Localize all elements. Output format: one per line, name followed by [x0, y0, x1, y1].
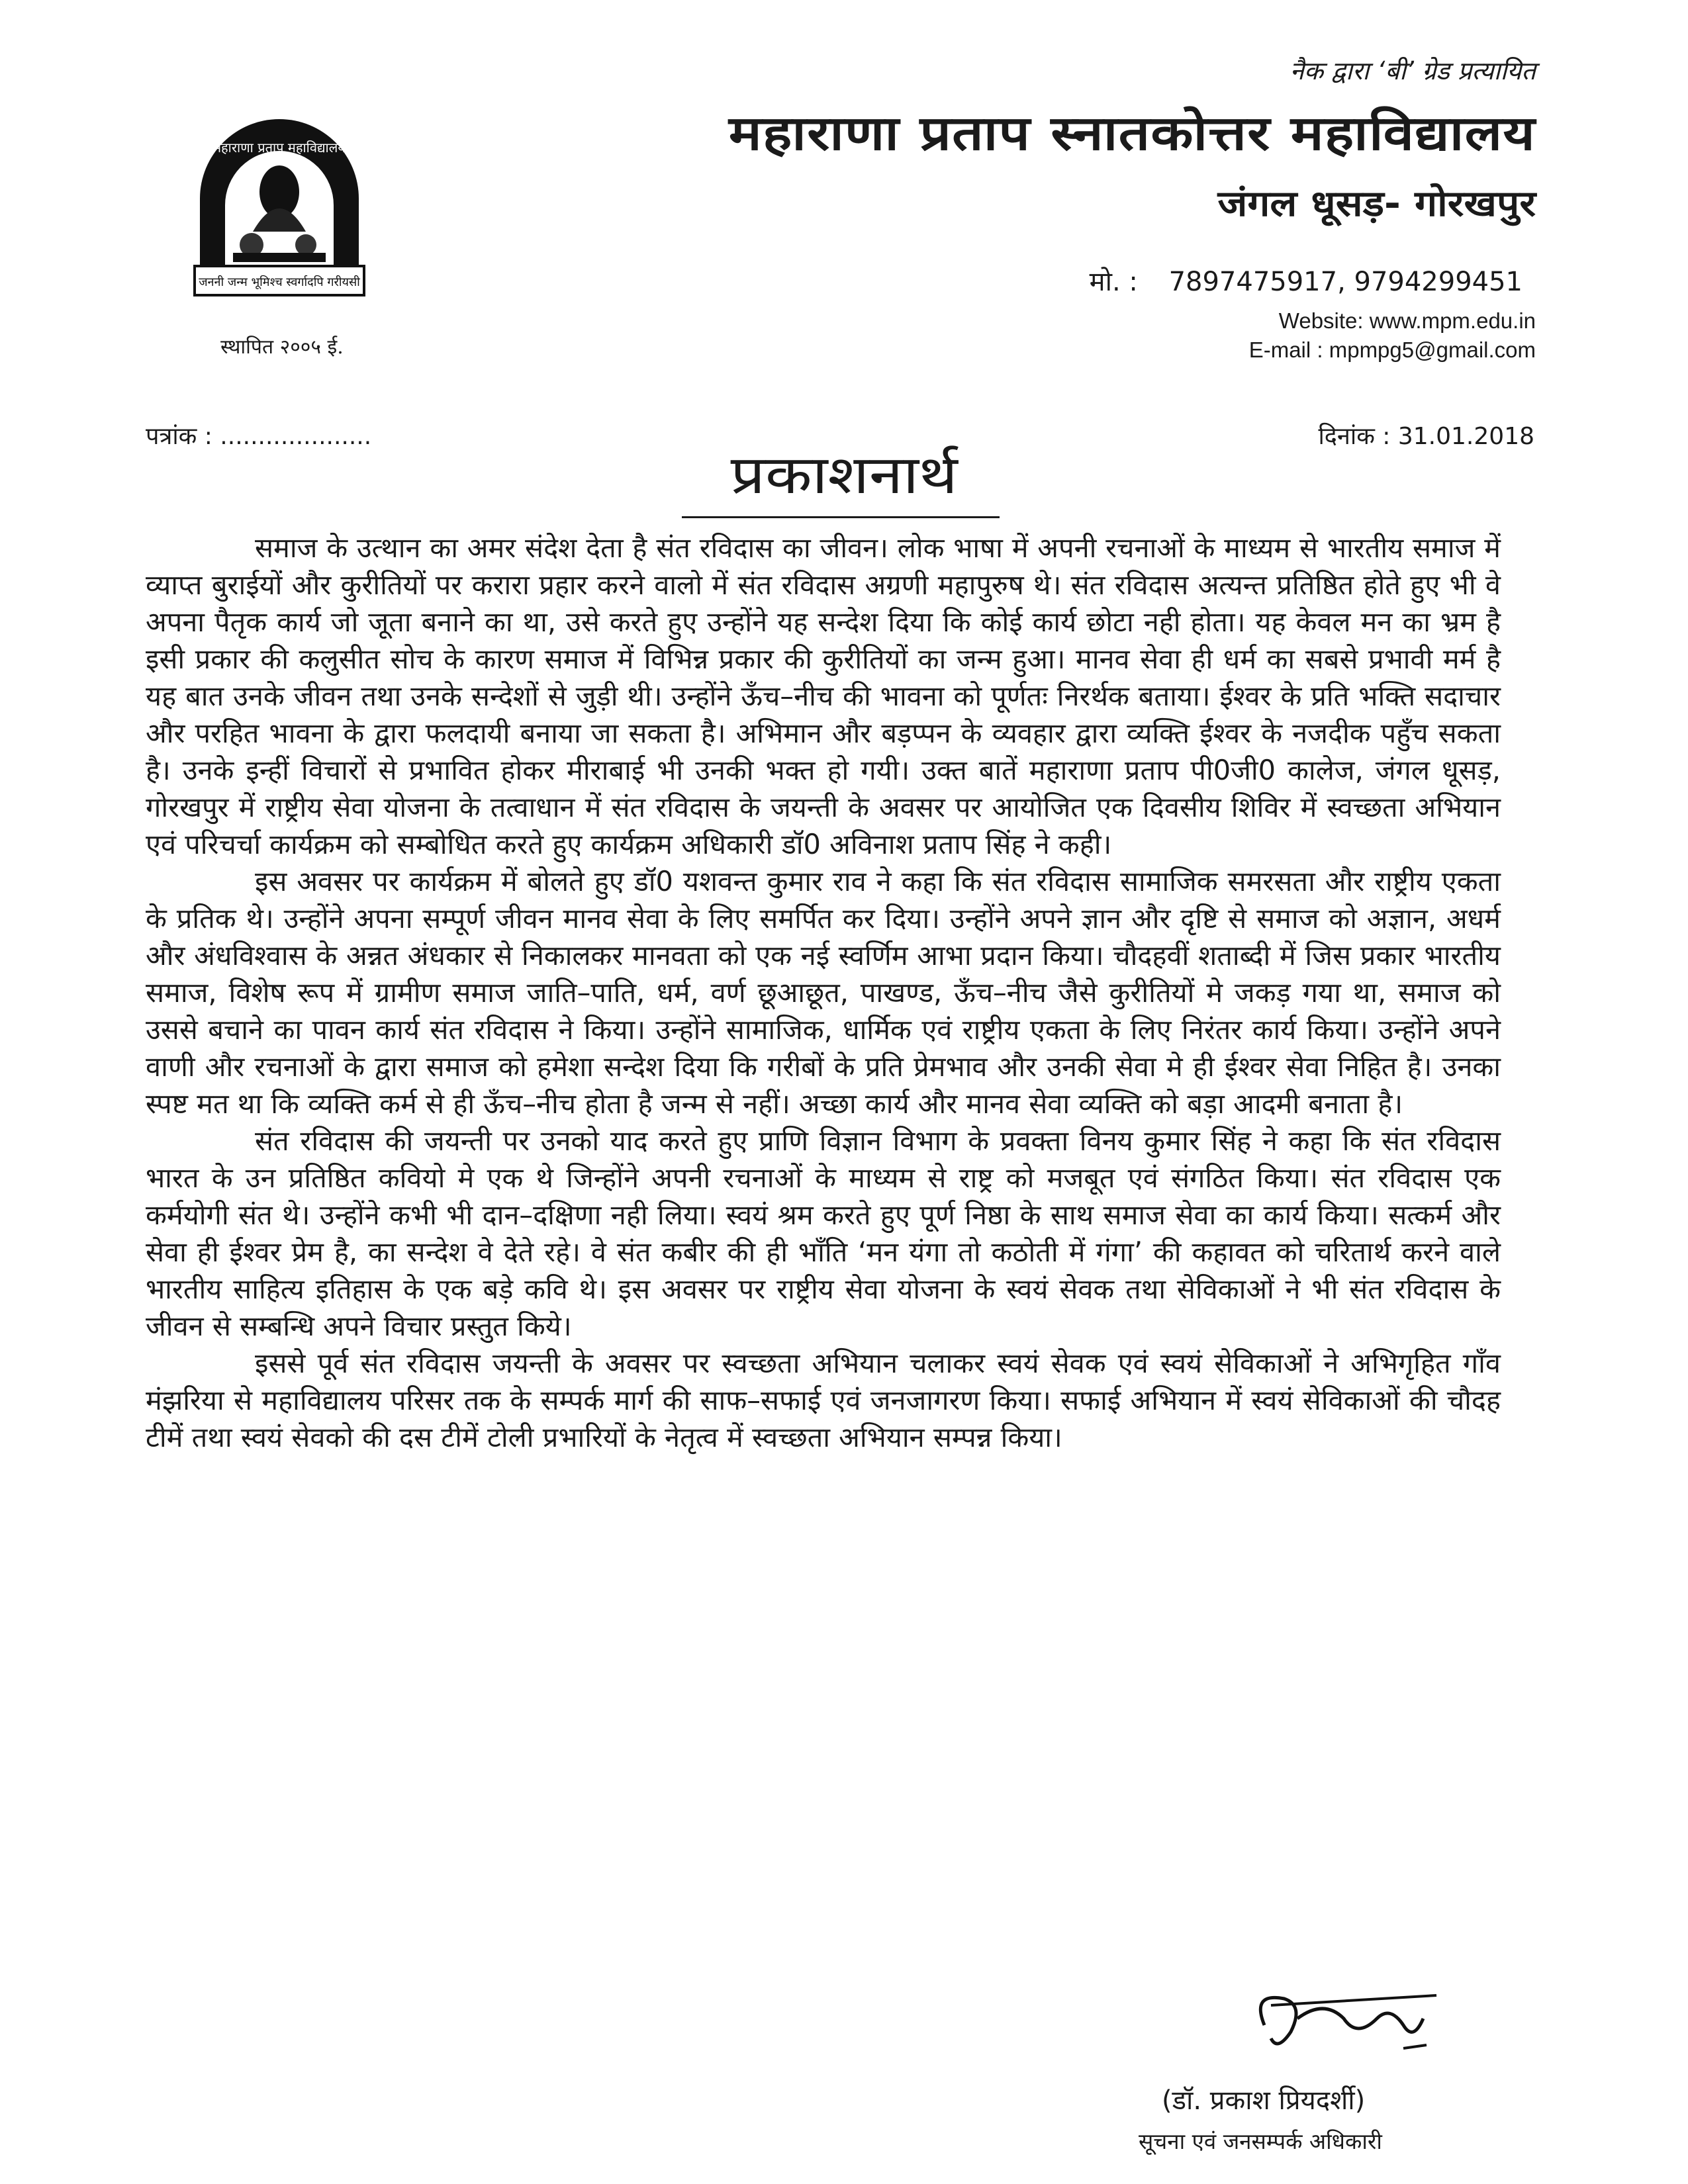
accreditation-note: नैक द्वारा ‘बी’ ग्रेड प्रत्यायित — [1289, 56, 1536, 85]
college-location: जंगल धूसड़- गोरखपुर — [1217, 183, 1536, 224]
letter-date: दिनांक : 31.01.2018 — [1318, 423, 1534, 450]
college-name: महाराणा प्रताप स्नातकोत्तर महाविद्यालय — [728, 105, 1536, 161]
signatory-name: (डॉ. प्रकाश प्रियदर्शी) — [1162, 2085, 1366, 2116]
svg-text:जननी जन्म भूमिश्च स्वर्गादपि ग: जननी जन्म भूमिश्च स्वर्गादपि गरीयसी — [199, 275, 360, 289]
handwritten-signature — [1244, 1979, 1443, 2071]
established-year: स्थापित २००५ ई. — [220, 336, 344, 359]
college-seal-logo — [173, 113, 385, 324]
email-line: E-mail : mpmpg5@gmail.com — [1248, 338, 1536, 362]
paragraph-4: इससे पूर्व संत रविदास जयन्ती के अवसर पर स्वच्छता अभियान चलाकर स्वयं सेवक एवं स्वयं सेविकाओं ने अभिगृहित गाँव मंझरिया से महाविद्यालय परिसर तक के सम्पर्क मार्ग की साफ–सफाई एवं जनजागरण किया। सफाई अभियान में स्वयं सेविकाओं की चौदह टीमें तथा स्वयं सेवको की दस टीमें टोली प्रभारियों के नेतृत्व में स्वच्छता अभियान सम्पन्न किया। — [146, 1347, 1501, 1453]
heading-text: प्रकाशनार्थ — [730, 444, 958, 506]
phone-line — [1090, 262, 1523, 298]
paragraph-1: समाज के उत्थान का अमर संदेश देता है संत रविदास का जीवन। लोक भाषा में अपनी रचनाओं के माध्यम से भारतीय समाज में व्याप्त बुराईयों और कुरीतियों पर करारा प्रहार करने वालो में संत रविदास अग्रणी महापुरुष थे। संत रविदास अत्यन्त प्रतिष्ठित होते हुए भी वे अपना पैतृक कार्य जो जूता बनाने का था, उसे करते हुए उन्होंने यह सन्देश दिया कि कोई कार्य छोटा नही होता। यह केवल मन का भ्रम है इसी प्रकार की कलुसीत सोच के कारण समाज में विभिन्न प्रकार की कुरीतियों का जन्म हुआ। मानव सेवा ही धर्म का सबसे प्रभावी मर्म है यह बात उनके जीवन तथा उनके सन्देशों से जुड़ी थी। उन्होंने ऊँच–नीच की भावना को पूर्णतः निरर्थक बताया। ईश्वर के प्रति भक्ति सदाचार और परहित भावना के द्वारा फलदायी बनाया जा सकता है। अभिमान और बड़प्पन के व्यवहार द्वारा व्यक्ति ईश्वर के नजदीक पहुँच सकता है। उनके इन्हीं विचारों से प्रभावित होकर मीराबाई भी उनकी भक्त हो गयी। उक्त बातें महाराणा प्रताप पी0जी0 कालेज, जंगल धूसड़, गोरखपुर में राष्ट्रीय सेवा योजना के तत्वाधान में संत रविदास के जयन्ती के अवसर पर आयोजित एक दिवसीय शिविर में स्वच्छता अभियान एवं परिचर्चा कार्यक्रम को सम्बोधित करते हुए कार्यक्रम अधिकारी डॉ0 अविनाश प्रताप सिंह ने कही। — [146, 531, 1501, 860]
phone-numbers: 7897475917, 9794299451 — [1168, 267, 1523, 297]
press-release-body — [146, 529, 1501, 1456]
document-heading — [0, 437, 1688, 509]
heading-underline — [682, 516, 1000, 518]
svg-text:महाराणा प्रताप महाविद्यालय: महाराणा प्रताप महाविद्यालय — [213, 140, 346, 156]
signatory-title: सूचना एवं जनसम्पर्क अधिकारी — [1139, 2128, 1382, 2154]
paragraph-3: संत रविदास की जयन्ती पर उनको याद करते हुए प्राणि विज्ञान विभाग के प्रवक्ता विनय कुमार सिंह ने कहा कि संत रविदास भारत के उन प्रतिष्ठित कवियो मे एक थे जिन्होंने अपनी रचनाओं के माध्यम से राष्ट्र को मजबूत एवं संगठित किया। संत रविदास एक कर्मयोगी संत थे। उन्होंने कभी भी दान–दक्षिणा नही लिया। स्वयं श्रम करते हुए पूर्ण निष्ठा के साथ समाज सेवा का कार्य किया। सत्कर्म और सेवा ही ईश्वर प्रेम है, का सन्देश वे देते रहे। वे संत कबीर की ही भाँति ‘मन यंगा तो कठोती में गंगा’ की कहावत को चरितार्थ करने वाले भारतीय साहित्य इतिहास के एक बड़े कवि थे। इस अवसर पर राष्ट्रीय सेवा योजना के स्वयं सेवक तथा सेविकाओं ने भी संत रविदास के जीवन से सम्बन्धि अपने विचार प्रस्तुत किये। — [146, 1124, 1501, 1342]
phone-label: मो. : — [1089, 267, 1138, 297]
website-line: Website: www.mpm.edu.in — [1278, 308, 1536, 333]
paragraph-2: इस अवसर पर कार्यक्रम में बोलते हुए डॉ0 यशवन्त कुमार राव ने कहा कि संत रविदास सामाजिक समरसता और राष्ट्रीय एकता के प्रतिक थे। उन्होंने अपना सम्पूर्ण जीवन मानव सेवा के लिए समर्पित कर दिया। उन्होंने अपने ज्ञान और दृष्टि से समाज को अज्ञान, अधर्म और अंधविश्वास के अन्नत अंधकार से निकालकर मानवता को एक नई स्वर्णिम आभा प्रदान किया। चौदहवीं शताब्दी में जिस प्रकार भारतीय समाज, विशेष रूप में ग्रामीण समाज जाति–पाति, धर्म, वर्ण छूआछूत, पाखण्ड, ऊँच–नीच जैसे कुरीतियों मे जकड़ गया था, समाज को उससे बचाने का पावन कार्य संत रविदास ने किया। उन्होंने सामाजिक, धार्मिक एवं राष्ट्रीय एकता के लिए निरंतर कार्य किया। उन्होंने अपने वाणी और रचनाओं के द्वारा समाज को हमेशा सन्देश दिया कि गरीबों के प्रति प्रेमभाव और उनकी सेवा मे ही ईश्वर सेवा निहित है। उनका स्पष्ट मत था कि व्यक्ति कर्म से ही ऊँच–नीच होता है जन्म से नहीं। अच्छा कार्य और मानव सेवा व्यक्ति को बड़ा आदमी बनाता है। — [146, 865, 1501, 1120]
reference-number: पत्रांक : .................... — [146, 423, 372, 450]
